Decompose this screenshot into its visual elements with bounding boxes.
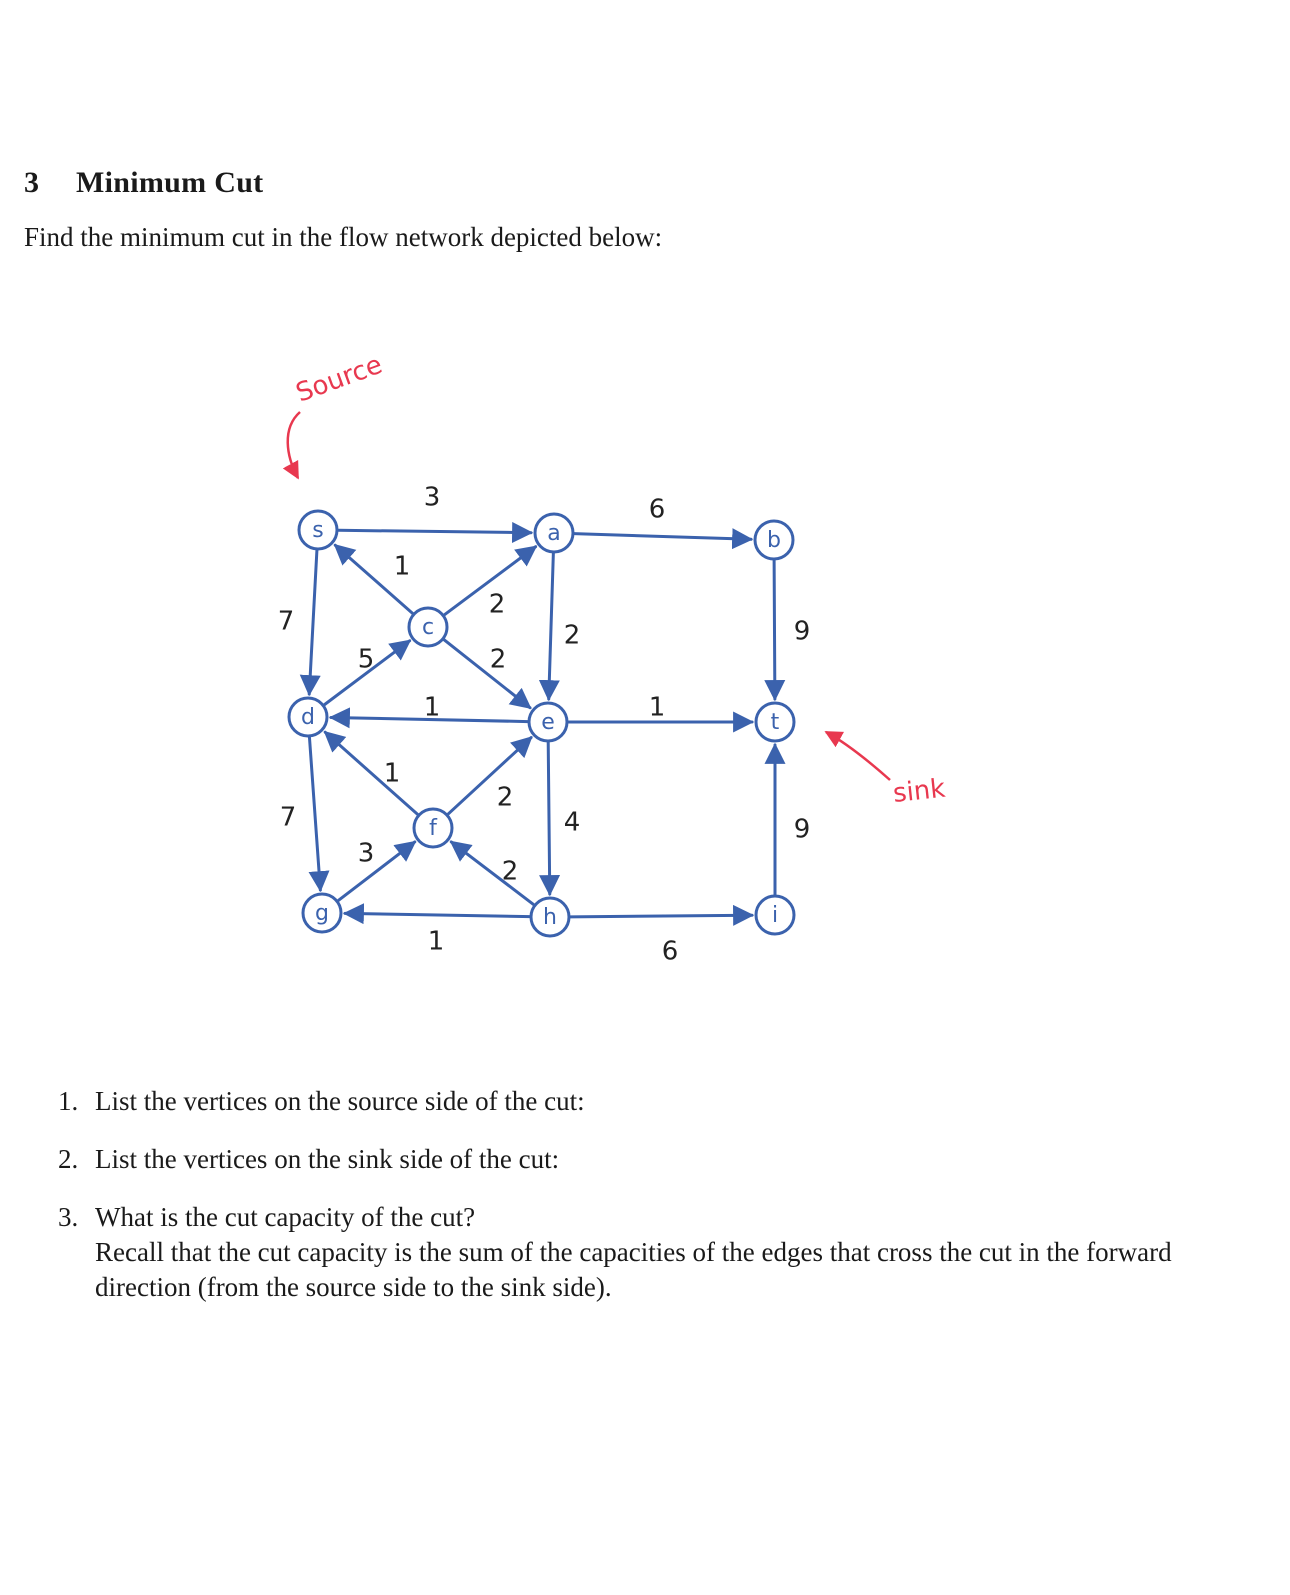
- edge-capacity-label: 9: [793, 814, 811, 845]
- edge-capacity-label: 1: [427, 926, 445, 957]
- intro-text: Find the minimum cut in the flow network depicted below:: [24, 222, 663, 252]
- question-3: [58, 1200, 1258, 1305]
- edge-capacity-label: 6: [661, 936, 679, 967]
- source-annotation: Source: [292, 349, 387, 409]
- node-f: [414, 809, 452, 847]
- node-g: [303, 894, 341, 932]
- node-d: [289, 698, 327, 736]
- node-label: g: [315, 901, 329, 926]
- section-number: 3: [24, 166, 40, 199]
- node-label: s: [312, 518, 324, 543]
- edge-capacity-label: 2: [489, 644, 507, 675]
- edge-s-d: [309, 550, 317, 694]
- edge-g-f: [338, 842, 415, 901]
- edge-h-g: [345, 913, 530, 916]
- node-i: [756, 896, 794, 934]
- edge-h-f: [451, 842, 534, 905]
- node-label: d: [301, 705, 315, 730]
- edge-capacity-label: 2: [488, 589, 506, 620]
- node-t: [756, 703, 794, 741]
- node-label: t: [770, 710, 780, 735]
- question-2: [58, 1142, 1258, 1177]
- question-number: 2.: [58, 1144, 79, 1174]
- edge-capacity-label: 3: [423, 482, 441, 513]
- question-list: [58, 1084, 1258, 1328]
- question-1: [58, 1084, 1258, 1119]
- edge-a-b: [574, 534, 751, 540]
- section-title: Minimum Cut: [76, 166, 264, 199]
- node-label: h: [543, 905, 557, 930]
- question-text: What is the cut capacity of the cut?: [95, 1202, 476, 1232]
- edge-capacity-label: 1: [648, 692, 666, 723]
- node-e: [529, 703, 567, 741]
- edge-e-h: [548, 742, 550, 894]
- edge-f-e: [448, 738, 531, 815]
- sink-annotation: sink: [891, 773, 947, 809]
- node-c: [409, 608, 447, 646]
- question-number: 3.: [58, 1202, 79, 1232]
- edge-capacity-label: 2: [501, 856, 519, 887]
- node-a: [535, 514, 573, 552]
- edge-capacity-label: 1: [423, 692, 441, 723]
- edge-capacity-label: 1: [393, 551, 411, 582]
- node-b: [755, 521, 793, 559]
- edge-f-d: [325, 732, 418, 814]
- edge-capacity-label: 2: [563, 620, 581, 651]
- node-label: b: [767, 528, 781, 553]
- question-detail: Recall that the cut capacity is the sum of the capacities of the edges that cross the cut in the forward direction (from the source side to the sink side).: [95, 1237, 1172, 1302]
- node-s: [299, 511, 337, 549]
- annotations: [288, 350, 947, 809]
- edge-capacity-label: 7: [279, 802, 297, 833]
- node-h: [531, 898, 569, 936]
- edge-capacity-label: 7: [277, 606, 295, 637]
- sink-pointer-arrow: [826, 732, 890, 780]
- question-text: List the vertices on the source side of the cut:: [95, 1086, 585, 1116]
- edge-b-t: [774, 560, 775, 699]
- edge-capacity-label: 4: [563, 807, 581, 838]
- edge-s-a: [338, 530, 531, 532]
- edge-capacity-label: 3: [357, 838, 375, 869]
- node-label: e: [541, 710, 555, 735]
- edge-a-e: [549, 553, 554, 699]
- question-text: List the vertices on the sink side of the cut:: [95, 1144, 560, 1174]
- flow-network-diagram: [0, 320, 1290, 1020]
- node-label: i: [771, 903, 779, 928]
- question-number: 1.: [58, 1086, 79, 1116]
- node-label: f: [429, 816, 437, 841]
- edge-capacity-label: 6: [648, 494, 666, 525]
- node-label: c: [421, 615, 435, 640]
- edge-h-i: [570, 915, 752, 917]
- node-label: a: [547, 521, 561, 546]
- edge-capacity-label: 9: [793, 616, 811, 647]
- section-heading: [24, 166, 263, 200]
- edge-capacity-label: 5: [357, 644, 375, 675]
- edge-c-e: [444, 639, 530, 707]
- edge-capacity-label: 2: [496, 782, 514, 813]
- edge-capacity-label: 1: [383, 758, 401, 789]
- source-pointer-arrow: [288, 412, 300, 478]
- edge-d-g: [309, 737, 320, 890]
